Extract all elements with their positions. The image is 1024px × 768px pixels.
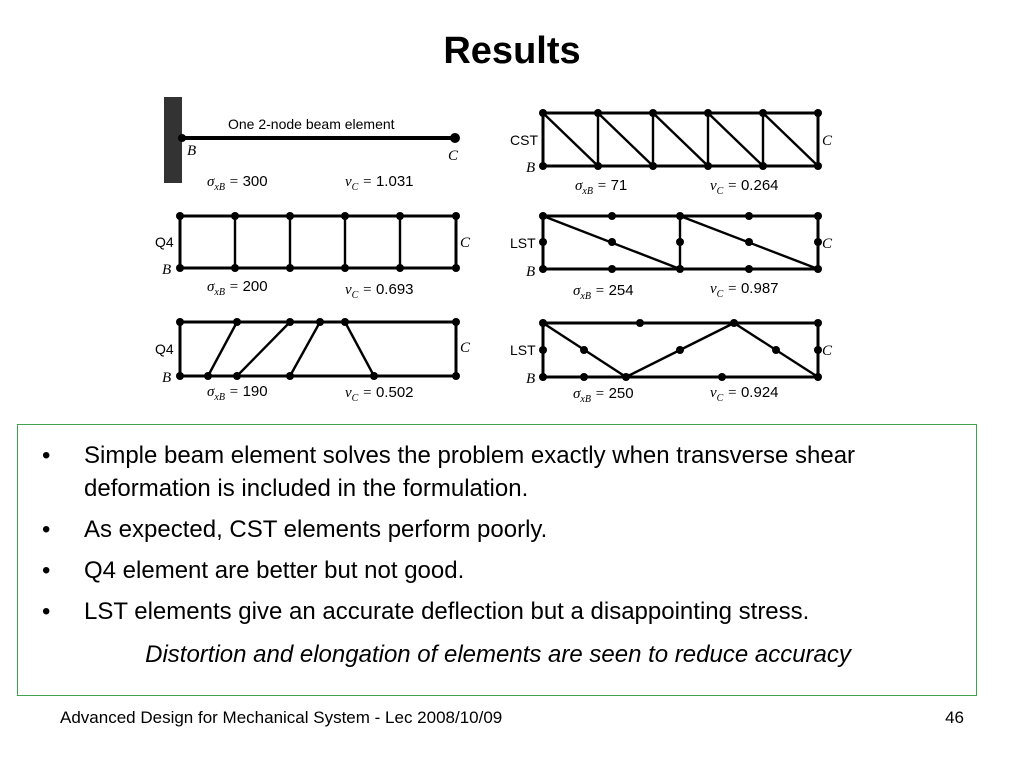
stress-result: $\sigma_{xB} = 250$: [573, 385, 634, 405]
bullet-text: Q4 element are better but not good.: [84, 557, 465, 584]
node-c: [450, 133, 460, 143]
node-b: [178, 134, 186, 142]
bullet-item: [32, 439, 962, 505]
slide-title: Results: [443, 30, 581, 72]
node-b-label: B: [162, 262, 172, 278]
beam-caption: One 2-node beam element: [228, 116, 395, 132]
stress-result: $\sigma_{xB} = 300$: [207, 173, 268, 193]
bullet-text: As expected, CST elements perform poorly.: [84, 516, 548, 543]
node-b-label: B: [526, 264, 536, 280]
conclusion-text: Distortion and elongation of elements are seen to reduce accuracy: [145, 641, 851, 668]
bullet-item: [32, 595, 962, 628]
bullet-symbol: •: [42, 598, 51, 625]
bullet-list: [32, 439, 962, 636]
element-label: CST: [510, 132, 538, 148]
panel-lst-distorted: [510, 319, 833, 405]
panel-cst: [510, 109, 833, 197]
results-text-box: [17, 424, 977, 696]
element-label: LST: [510, 342, 536, 358]
element-label: LST: [510, 235, 536, 251]
node-b-label: B: [162, 370, 172, 386]
node-c-label: C: [460, 340, 471, 356]
deflection-result: $v_C = 0.987$: [710, 280, 779, 300]
panel-q4-regular: [155, 212, 471, 301]
bullet-symbol: •: [42, 557, 51, 584]
panel-q4-distorted: [155, 318, 471, 404]
node-c-label: C: [822, 236, 833, 252]
panel-lst-regular: [510, 212, 833, 302]
bullet-text: Simple beam element solves the problem exactly when transverse shear deformation is included in the formulation.: [84, 442, 856, 502]
deflection-result: $v_C = 0.693$: [345, 281, 414, 301]
footer-page-number: 46: [945, 708, 964, 727]
node-c-label: C: [822, 133, 833, 149]
element-label: Q4: [155, 341, 174, 357]
deflection-result: $v_C = 0.264$: [710, 177, 779, 197]
node-b-label: B: [526, 371, 536, 387]
deflection-result: $v_C = 1.031$: [345, 173, 414, 193]
panel-beam: [164, 97, 460, 193]
bullet-symbol: •: [42, 516, 51, 543]
element-label: Q4: [155, 234, 174, 250]
bullet-item: [32, 513, 962, 546]
bullet-symbol: •: [42, 442, 51, 469]
stress-result: $\sigma_{xB} = 254$: [573, 282, 634, 302]
stress-result: $\sigma_{xB} = 71$: [575, 177, 628, 197]
footer-course: Advanced Design for Mechanical System - Lec 2008/10/09: [60, 708, 503, 727]
node-c-label: C: [460, 235, 471, 251]
stress-result: $\sigma_{xB} = 190$: [207, 383, 268, 403]
node-c-label: C: [448, 148, 459, 164]
bullet-text: LST elements give an accurate deflection but a disappointing stress.: [84, 598, 810, 625]
deflection-result: $v_C = 0.502$: [345, 384, 414, 404]
node-c-label: C: [822, 343, 833, 359]
node-b-label: B: [187, 143, 197, 159]
stress-result: $\sigma_{xB} = 200$: [207, 278, 268, 298]
node-b-label: B: [526, 160, 536, 176]
deflection-result: $v_C = 0.924$: [710, 384, 779, 404]
bullet-item: [32, 554, 962, 587]
